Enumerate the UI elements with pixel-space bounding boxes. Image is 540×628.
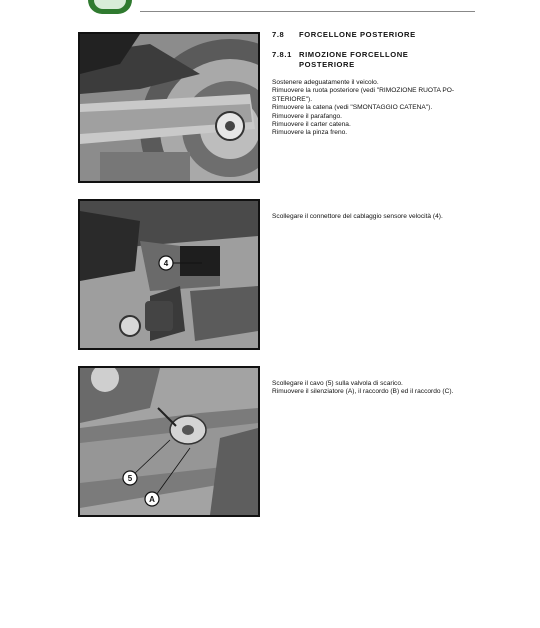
instructions-block-1 [272,79,487,138]
photo-swingarm [78,32,260,183]
instructions-block-3 [272,380,487,397]
photo-speed-sensor-connector [78,199,260,350]
section-heading [272,30,416,40]
instruction-line: Scollegare il connettore del cablaggio sensore velocità (4). [272,213,443,220]
instruction-line: Scollegare il cavo (5) sulla valvola di scarico. [272,380,403,387]
subsection-title-line1: RIMOZIONE FORCELLONE [299,50,409,59]
instruction-line: Rimuovere la pinza freno. [272,129,348,137]
section-title: FORCELLONE POSTERIORE [299,30,416,39]
brand-logo [88,0,132,14]
callout-4-label: 4 [163,259,169,268]
subsection-heading [272,50,408,70]
header-rule [140,11,475,12]
instruction-line: Rimuovere la catena (vedi "SMONTAGGIO CATENA"). [272,104,433,112]
instruction-line: Rimuovere il parafango. [272,112,343,120]
callout-5-label: 5 [127,474,133,483]
instruction-line: STERIORE"). [272,95,313,103]
instruction-line: Rimuovere il silenziatore (A), il raccordo (B) ed il raccordo (C). [272,388,454,396]
section-number: 7.8 [272,30,285,39]
subsection-number: 7.8.1 [272,50,292,59]
instruction-line: Sostenere adeguatamente il veicolo. [272,79,379,86]
instruction-line: Rimuovere la ruota posteriore (vedi "RIMOZIONE RUOTA PO- [272,87,455,95]
instructions-block-2 [272,213,487,221]
instruction-line: Rimuovere il carter catena. [272,121,351,129]
photo-exhaust-valve [78,366,260,517]
callout-a-label: A [149,495,155,504]
subsection-title-line2: POSTERIORE [299,60,355,69]
